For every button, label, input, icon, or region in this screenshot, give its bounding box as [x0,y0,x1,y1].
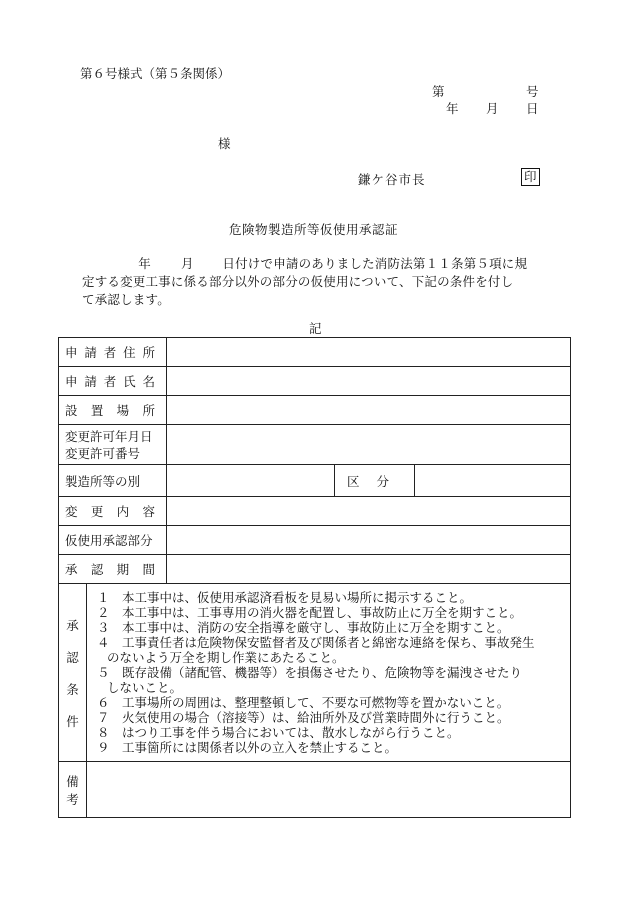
condition-item: ６ 工事場所の周囲は、整理整頓して、不要な可燃物等を置かないこと。 [97,695,510,710]
issuer: 鎌ケ谷市長 [358,172,426,187]
label-applicant-address: 申 請 者 住 所 [59,338,167,367]
label-facility-type: 製造所等の別 [59,465,167,497]
label-applicant-name: 申 請 者 氏 名 [59,367,167,396]
label-temp-use-part: 仮使用承認部分 [59,526,167,555]
value-category[interactable] [415,465,571,497]
date-year: 年 [446,101,459,116]
body-text [82,255,557,309]
condition-item: ３ 本工事中は、消防の安全指導を厳守し、事故防止に万全を期すこと。 [97,620,510,635]
label-change-permit-number: 変更許可番号 [65,445,141,461]
number-dai: 第 [432,84,445,99]
label-change-content: 変 更 内 容 [59,497,167,526]
value-change-permit[interactable] [167,425,571,465]
document-title: 危険物製造所等仮使用承認証 [229,222,399,237]
condition-item: ８ はつり工事を伴う場合においては、散水しながら行うこと。 [97,725,460,740]
conditions-list [87,584,571,762]
value-change-content[interactable] [167,497,571,526]
condition-item: ９ 工事箇所には関係者以外の立入を禁止すること。 [97,740,398,755]
condition-item: ５ 既存設備（諸配管、機器等）を損傷させたり、危険物等を漏洩させたり [97,665,523,680]
condition-item: ７ 火気使用の場合（溶接等）は、給油所外及び営業時間外に行うこと。 [97,710,510,725]
condition-item-continued: のないよう万全を期し作業にあたること。 [107,650,345,665]
label-conditions: 承 認 条 件 [59,584,87,762]
condition-item: ４ 工事責任者は危険物保安監督者及び関係者と綿密な連絡を保ち、事故発生 [97,635,535,650]
form-table [58,337,571,818]
label-change-permit [59,425,167,465]
label-location: 設 置 場 所 [59,396,167,425]
condition-item: １ 本工事中は、仮使用承認済看板を見易い場所に掲示すること。 [97,590,473,605]
addressee-suffix: 様 [218,136,231,151]
label-category: 区 分 [335,465,415,497]
seal-stamp: 印 [521,168,540,186]
value-location[interactable] [167,396,571,425]
body-line-1: 年 月 日付けで申請のありました消防法第１１条第５項に規 [138,256,528,271]
number-go: 号 [526,84,539,99]
value-facility-type[interactable] [167,465,335,497]
date-day: 日 [526,101,539,116]
form-number: 第６号様式（第５条関係） [80,66,231,81]
value-applicant-name[interactable] [167,367,571,396]
label-change-permit-date: 変更許可年月日 [65,428,153,444]
value-temp-use-part[interactable] [167,526,571,555]
body-line-3: て承認します。 [82,292,170,307]
ki-heading: 記 [309,321,322,336]
condition-item-continued: しないこと。 [107,680,183,695]
condition-item: ２ 本工事中は、工事専用の消火器を配置し、事故防止に万全を期すこと。 [97,605,523,620]
label-approval-period: 承 認 期 間 [59,555,167,584]
date-month: 月 [486,101,499,116]
label-remarks: 備 考 [59,762,87,818]
value-remarks[interactable] [87,762,571,818]
value-approval-period[interactable] [167,555,571,584]
value-applicant-address[interactable] [167,338,571,367]
body-line-2: 定する変更工事に係る部分以外の部分の仮使用について、下記の条件を付し [82,274,514,289]
